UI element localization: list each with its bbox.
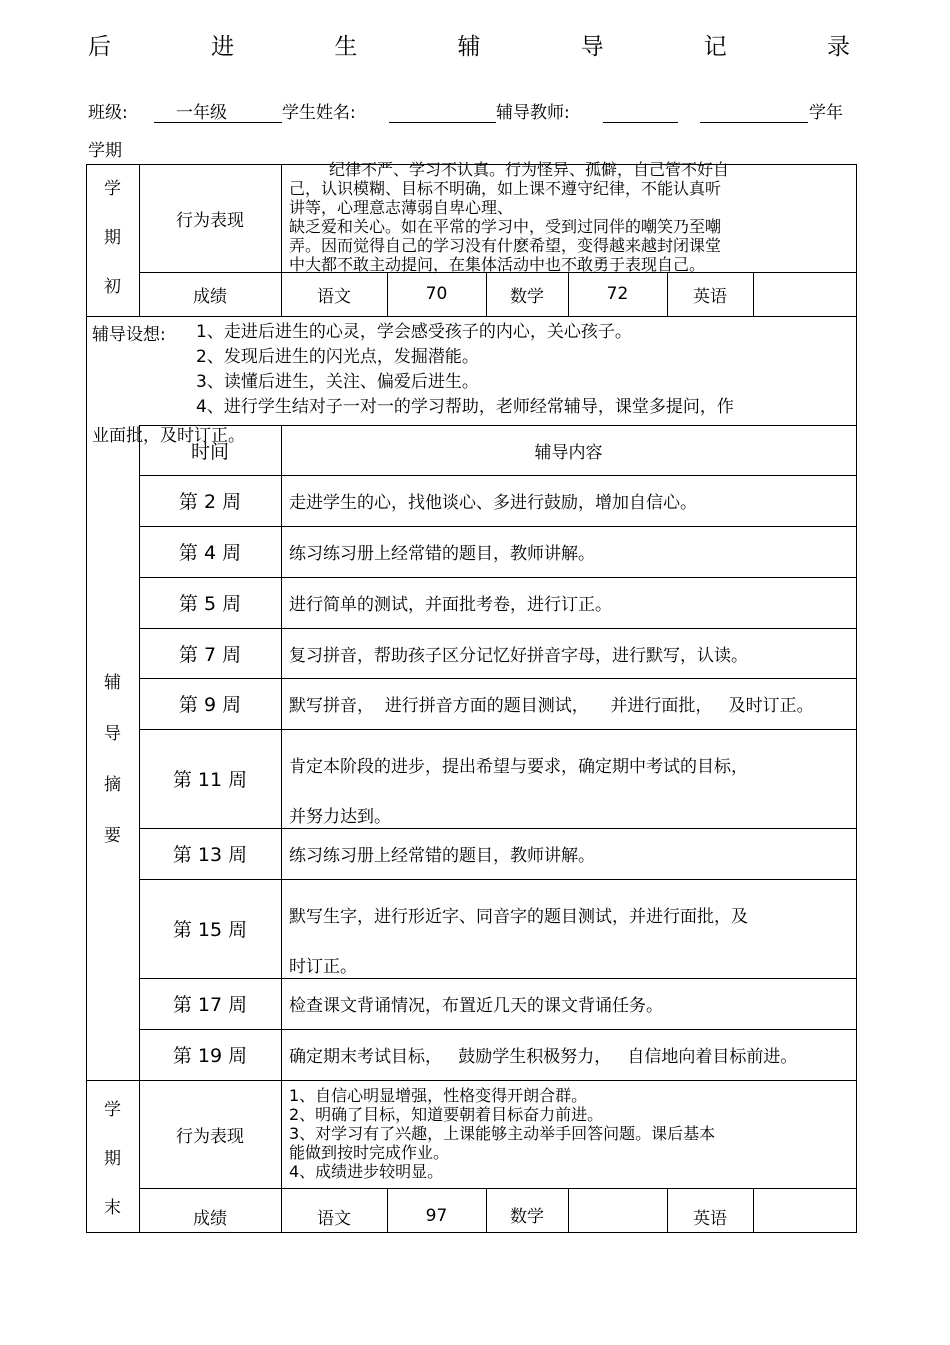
late-english-label: 英语: [693, 1208, 727, 1229]
table-row-week: 第 2 周: [178, 491, 242, 513]
early-english-label: 英语: [693, 286, 727, 307]
title-char: 后: [88, 34, 111, 60]
table-row-content: 肯定本阶段的进步，提出希望与要求，确定期中考试的目标， 并努力达到。: [289, 757, 748, 827]
table-row-content: 检查课文背诵情况，布置近几天的课文背诵任务。: [289, 996, 663, 1016]
table-row-content: 走进学生的心，找他谈心、多进行鼓励，增加自信心。: [289, 493, 697, 513]
plan-items: 1、走进后进生的心灵，学会感受孩子的内心，关心孩子。 2、发现后进生的闪光点，发掘潜能。 3、读懂后进生，关注、偏爱后进生。 4、进行学生结对子一对一的学习帮助，老师经常辅导，课堂多提问，作: [196, 322, 734, 417]
table-row-week: 第 5 周: [178, 593, 242, 615]
table-row-content: 复习拼音，帮助孩子区分记忆好拼音字母，进行默写，认读。: [289, 645, 748, 666]
late-score-label: 成绩: [193, 1208, 227, 1229]
title-char: 录: [826, 34, 850, 60]
table-row-content: 进行简单的测试，并面批考卷，进行订正。: [289, 595, 612, 615]
teacher-label: 辅导教师:: [496, 103, 570, 123]
late-behavior-text: 1、自信心明显增强，性格变得开朗合群。 2、明确了目标，知道要朝着目标奋力前进。 3、对学习有了兴趣，上课能够主动举手回答问题。课后基本 能做到按时完成作业。 4、成绩进步较明显。: [289, 1086, 716, 1181]
student-label: 学生姓名:: [282, 103, 356, 123]
plan-tail: 业面批，及时订正。: [92, 426, 245, 446]
late-behavior-label: 行为表现: [176, 1126, 244, 1147]
late-chinese-label: 语文: [317, 1208, 351, 1229]
table-row-week: 第 13 周: [172, 844, 248, 866]
table-row-week: 第 4 周: [178, 542, 242, 564]
late-chinese-score: 97: [425, 1206, 448, 1226]
content-header: 辅导内容: [534, 442, 603, 463]
year-underline: [700, 122, 808, 123]
table-row-week: 第 7 周: [178, 643, 242, 666]
time-header: 时间: [190, 440, 229, 463]
early-english-score: [753, 272, 856, 316]
early-math-label: 数学: [510, 286, 544, 307]
late-math-score: [568, 1192, 667, 1236]
early-chinese-label: 语文: [317, 286, 351, 307]
table-row-week: 第 19 周: [172, 1045, 248, 1067]
late-english-score: [753, 1194, 856, 1238]
table-row-content: 默写生字，进行形近字、同音字的题目测试，并进行面批，及 时订正。: [289, 907, 748, 977]
early-score-label: 成绩: [193, 286, 227, 307]
year-label: 学年: [809, 103, 843, 123]
title-char: 记: [703, 34, 727, 60]
semester-label: 学期: [88, 141, 122, 161]
table-row-content: 默写拼音， 进行拼音方面的题目测试， 并进行面批， 及时订正。: [289, 696, 814, 716]
early-math-score: 72: [606, 284, 629, 304]
class-label: 班级:: [88, 103, 128, 123]
plan-label: 辅导设想:: [92, 325, 166, 345]
early-side-label: 学 期 初: [104, 179, 121, 297]
student-underline: [389, 122, 496, 123]
title-char: 进: [211, 34, 235, 60]
document-title: [88, 28, 850, 61]
early-behavior-text: 纪律不严、学习不认真。行为怪异、孤僻，自己管不好自 己，认识模糊、目标不明确，如上课不遵守纪律，不能认真听 讲等，心理意志薄弱自卑心理、 缺乏爱和关心。如在平常的学习中，受到过同伴的嘲笑乃至嘲 弄。因而觉得自己的学习没有什麽希望，变得越来越封闭课堂 中大都不敢主动提问，在集体活动中也不敢勇于表现自己。: [289, 160, 730, 274]
table-row-content: 练习练习册上经常错的题目，教师讲解。: [289, 846, 595, 866]
late-side-label: 学 期 末: [104, 1100, 121, 1218]
table-row-week: 第 17 周: [172, 994, 248, 1016]
class-value: 一年级: [176, 103, 227, 123]
title-char: 导: [580, 34, 604, 60]
teacher-underline: [603, 122, 678, 123]
table-row-week: 第 11 周: [172, 769, 248, 791]
class-underline: [154, 122, 282, 123]
table-row-content: 确定期末考试目标， 鼓励学生积极努力， 自信地向着目标前进。: [289, 1047, 798, 1067]
title-char: 辅: [457, 34, 481, 60]
late-math-label: 数学: [510, 1206, 544, 1227]
table-row-content: 练习练习册上经常错的题目，教师讲解。: [289, 544, 595, 564]
table-row-week: 第 9 周: [178, 694, 242, 716]
early-behavior-label: 行为表现: [176, 210, 244, 231]
early-chinese-score: 70: [425, 284, 448, 304]
table-row-week: 第 15 周: [172, 919, 248, 941]
title-char: 生: [334, 34, 358, 60]
info-line: [88, 98, 858, 124]
summary-side-label: 辅 导 摘 要: [104, 673, 121, 846]
